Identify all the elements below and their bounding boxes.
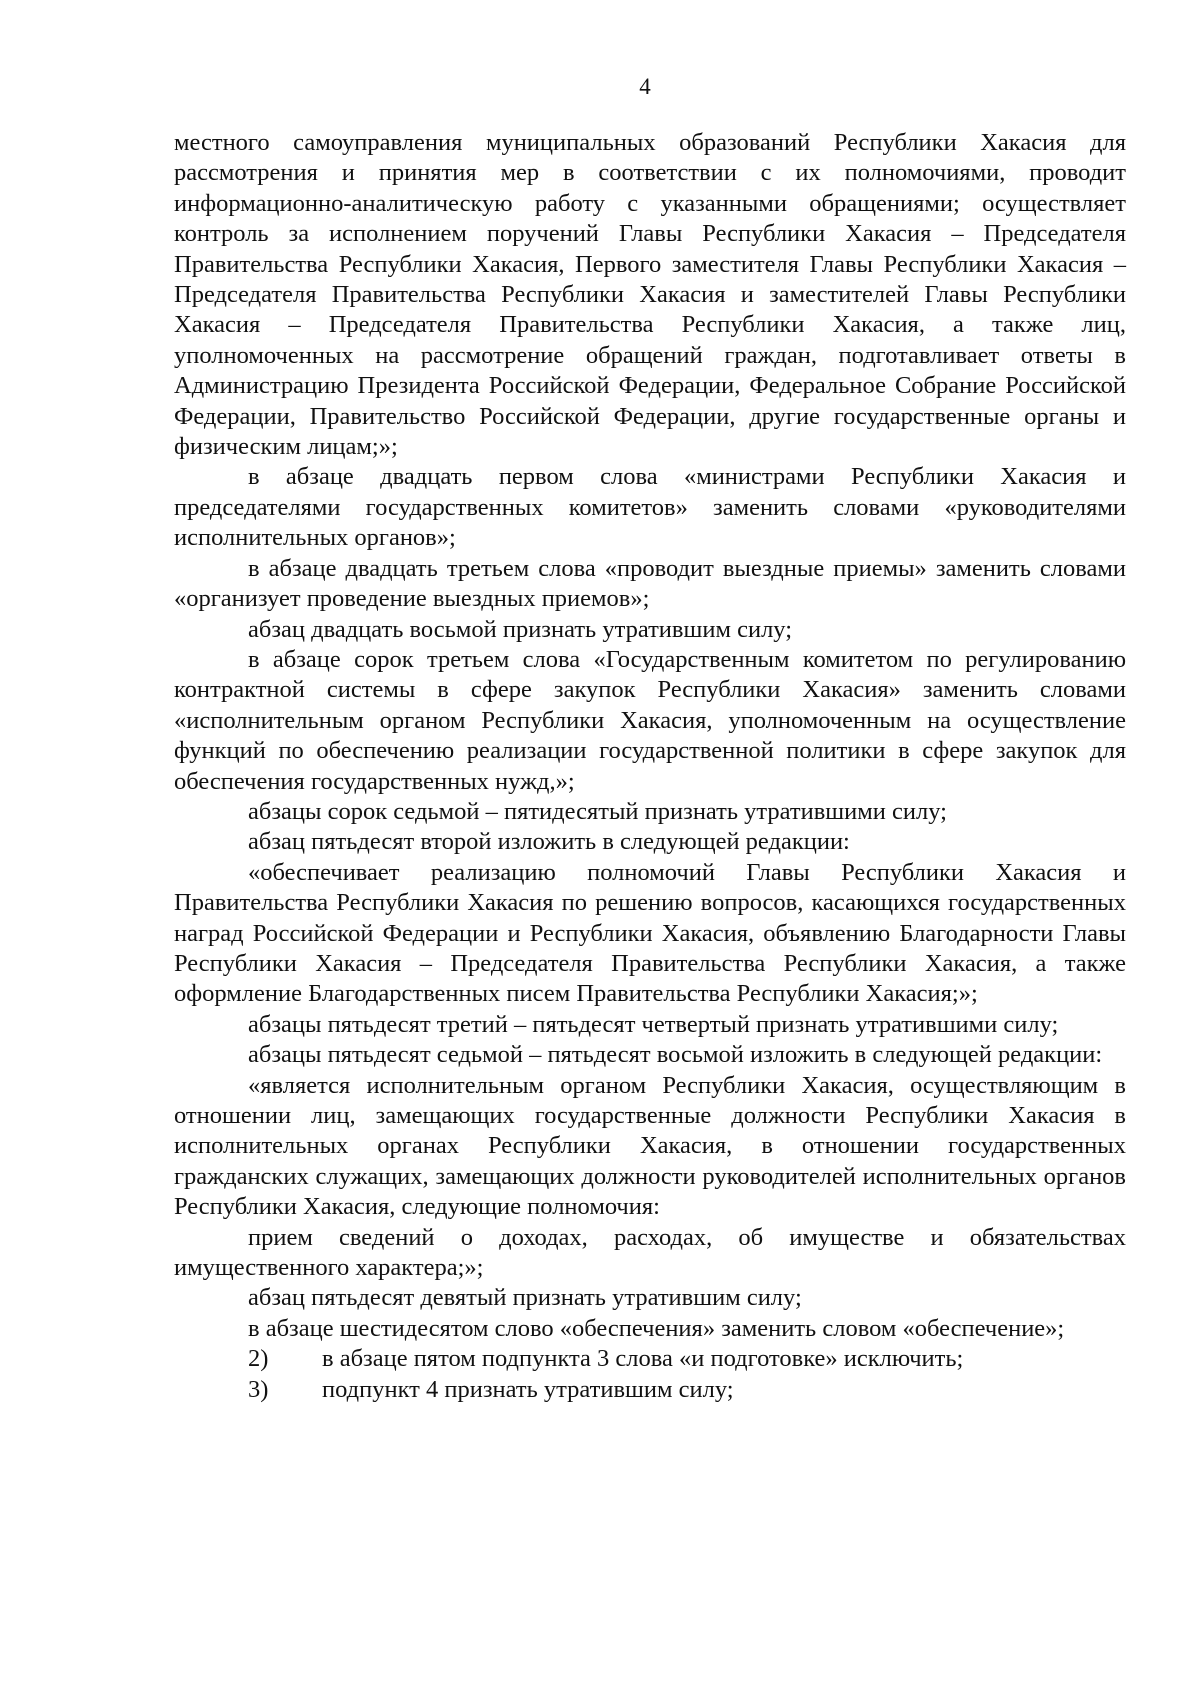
paragraph: абзацы пятьдесят третий – пятьдесят четвертый признать утратившими силу; bbox=[248, 1010, 1059, 1038]
paragraph: абзац пятьдесят девятый признать утратившим силу; bbox=[248, 1284, 802, 1312]
list-item-text: подпункт 4 признать утратившим силу; bbox=[322, 1375, 734, 1403]
paragraph: в абзаце двадцать первом слова «министрами Республики Хакасия и председателями государственных комитетов» заменить словами «руководителями исполнительных органов»; bbox=[174, 463, 1126, 552]
list-item bbox=[174, 1344, 1126, 1374]
paragraph: абзац пятьдесят второй изложить в следующей редакции: bbox=[248, 828, 850, 856]
paragraph: прием сведений о доходах, расходах, об имуществе и обязательствах имущественного характера;»; bbox=[174, 1223, 1126, 1282]
list-item-number: 3) bbox=[248, 1375, 269, 1403]
paragraph: абзац двадцать восьмой признать утратившим силу; bbox=[248, 615, 793, 643]
paragraph: в абзаце шестидесятом слово «обеспечения» заменить словом «обеспечение»; bbox=[248, 1314, 1065, 1342]
list-item-number: 2) bbox=[248, 1345, 269, 1373]
list-item-text: в абзаце пятом подпункта 3 слова «и подготовке» исключить; bbox=[322, 1345, 964, 1373]
list-item bbox=[174, 1375, 1126, 1405]
page-number: 4 bbox=[639, 74, 651, 99]
paragraph: «является исполнительным органом Республики Хакасия, осуществляющим в отношении лиц, замещающих государственные должности Республики Хакасия в исполнительных органах Республики Хакасия, в отношении государственных гражданских служащих, замещающих должности руководителей исполнительных органов Республики Хакасия, следующие полномочия: bbox=[174, 1071, 1126, 1221]
paragraph: абзацы сорок седьмой – пятидесятый признать утратившими силу; bbox=[248, 797, 947, 825]
paragraph: «обеспечивает реализацию полномочий Главы Республики Хакасия и Правительства Республики Хакасия по решению вопросов, касающихся государственных наград Российской Федерации и Республики Хакасия, объявлению Благодарности Главы Республики Хакасия – Председателя Правительства Республики Хакасия, а также оформление Благодарственных писем Правительства Республики Хакасия;»; bbox=[174, 858, 1126, 1008]
paragraph: местного самоуправления муниципальных образований Республики Хакасия для рассмотрения и принятия мер в соответствии с их полномочиями, проводит информационно-аналитическую работу с указанными обращениями; осуществляет контроль за исполнением поручений Главы Республики Хакасия – Председателя Правительства Республики Хакасия, Первого заместителя Главы Республики Хакасия – Председателя Правительства Республики Хакасия и заместителей Главы Республики Хакасия – Председателя Правительства Республики Хакасия, а также лиц, уполномоченных на рассмотрение обращений граждан, подготавливает ответы в Администрацию Президента Российской Федерации, Федеральное Собрание Российской Федерации, Правительство Российской Федерации, другие государственные органы и физическим лицам;»; bbox=[174, 129, 1126, 461]
paragraph: абзацы пятьдесят седьмой – пятьдесят восьмой изложить в следующей редакции: bbox=[248, 1041, 1103, 1069]
paragraph: в абзаце двадцать третьем слова «проводит выездные приемы» заменить словами «организует проведение выездных приемов»; bbox=[174, 554, 1126, 613]
paragraph: в абзаце сорок третьем слова «Государственным комитетом по регулированию контрактной системы в сфере закупок Республики Хакасия» заменить словами «исполнительным органом Республики Хакасия, уполномоченным на осуществление функций по обеспечению реализации государственной политики в сфере закупок для обеспечения государственных нужд,»; bbox=[174, 645, 1126, 795]
document-body bbox=[174, 128, 1126, 1405]
